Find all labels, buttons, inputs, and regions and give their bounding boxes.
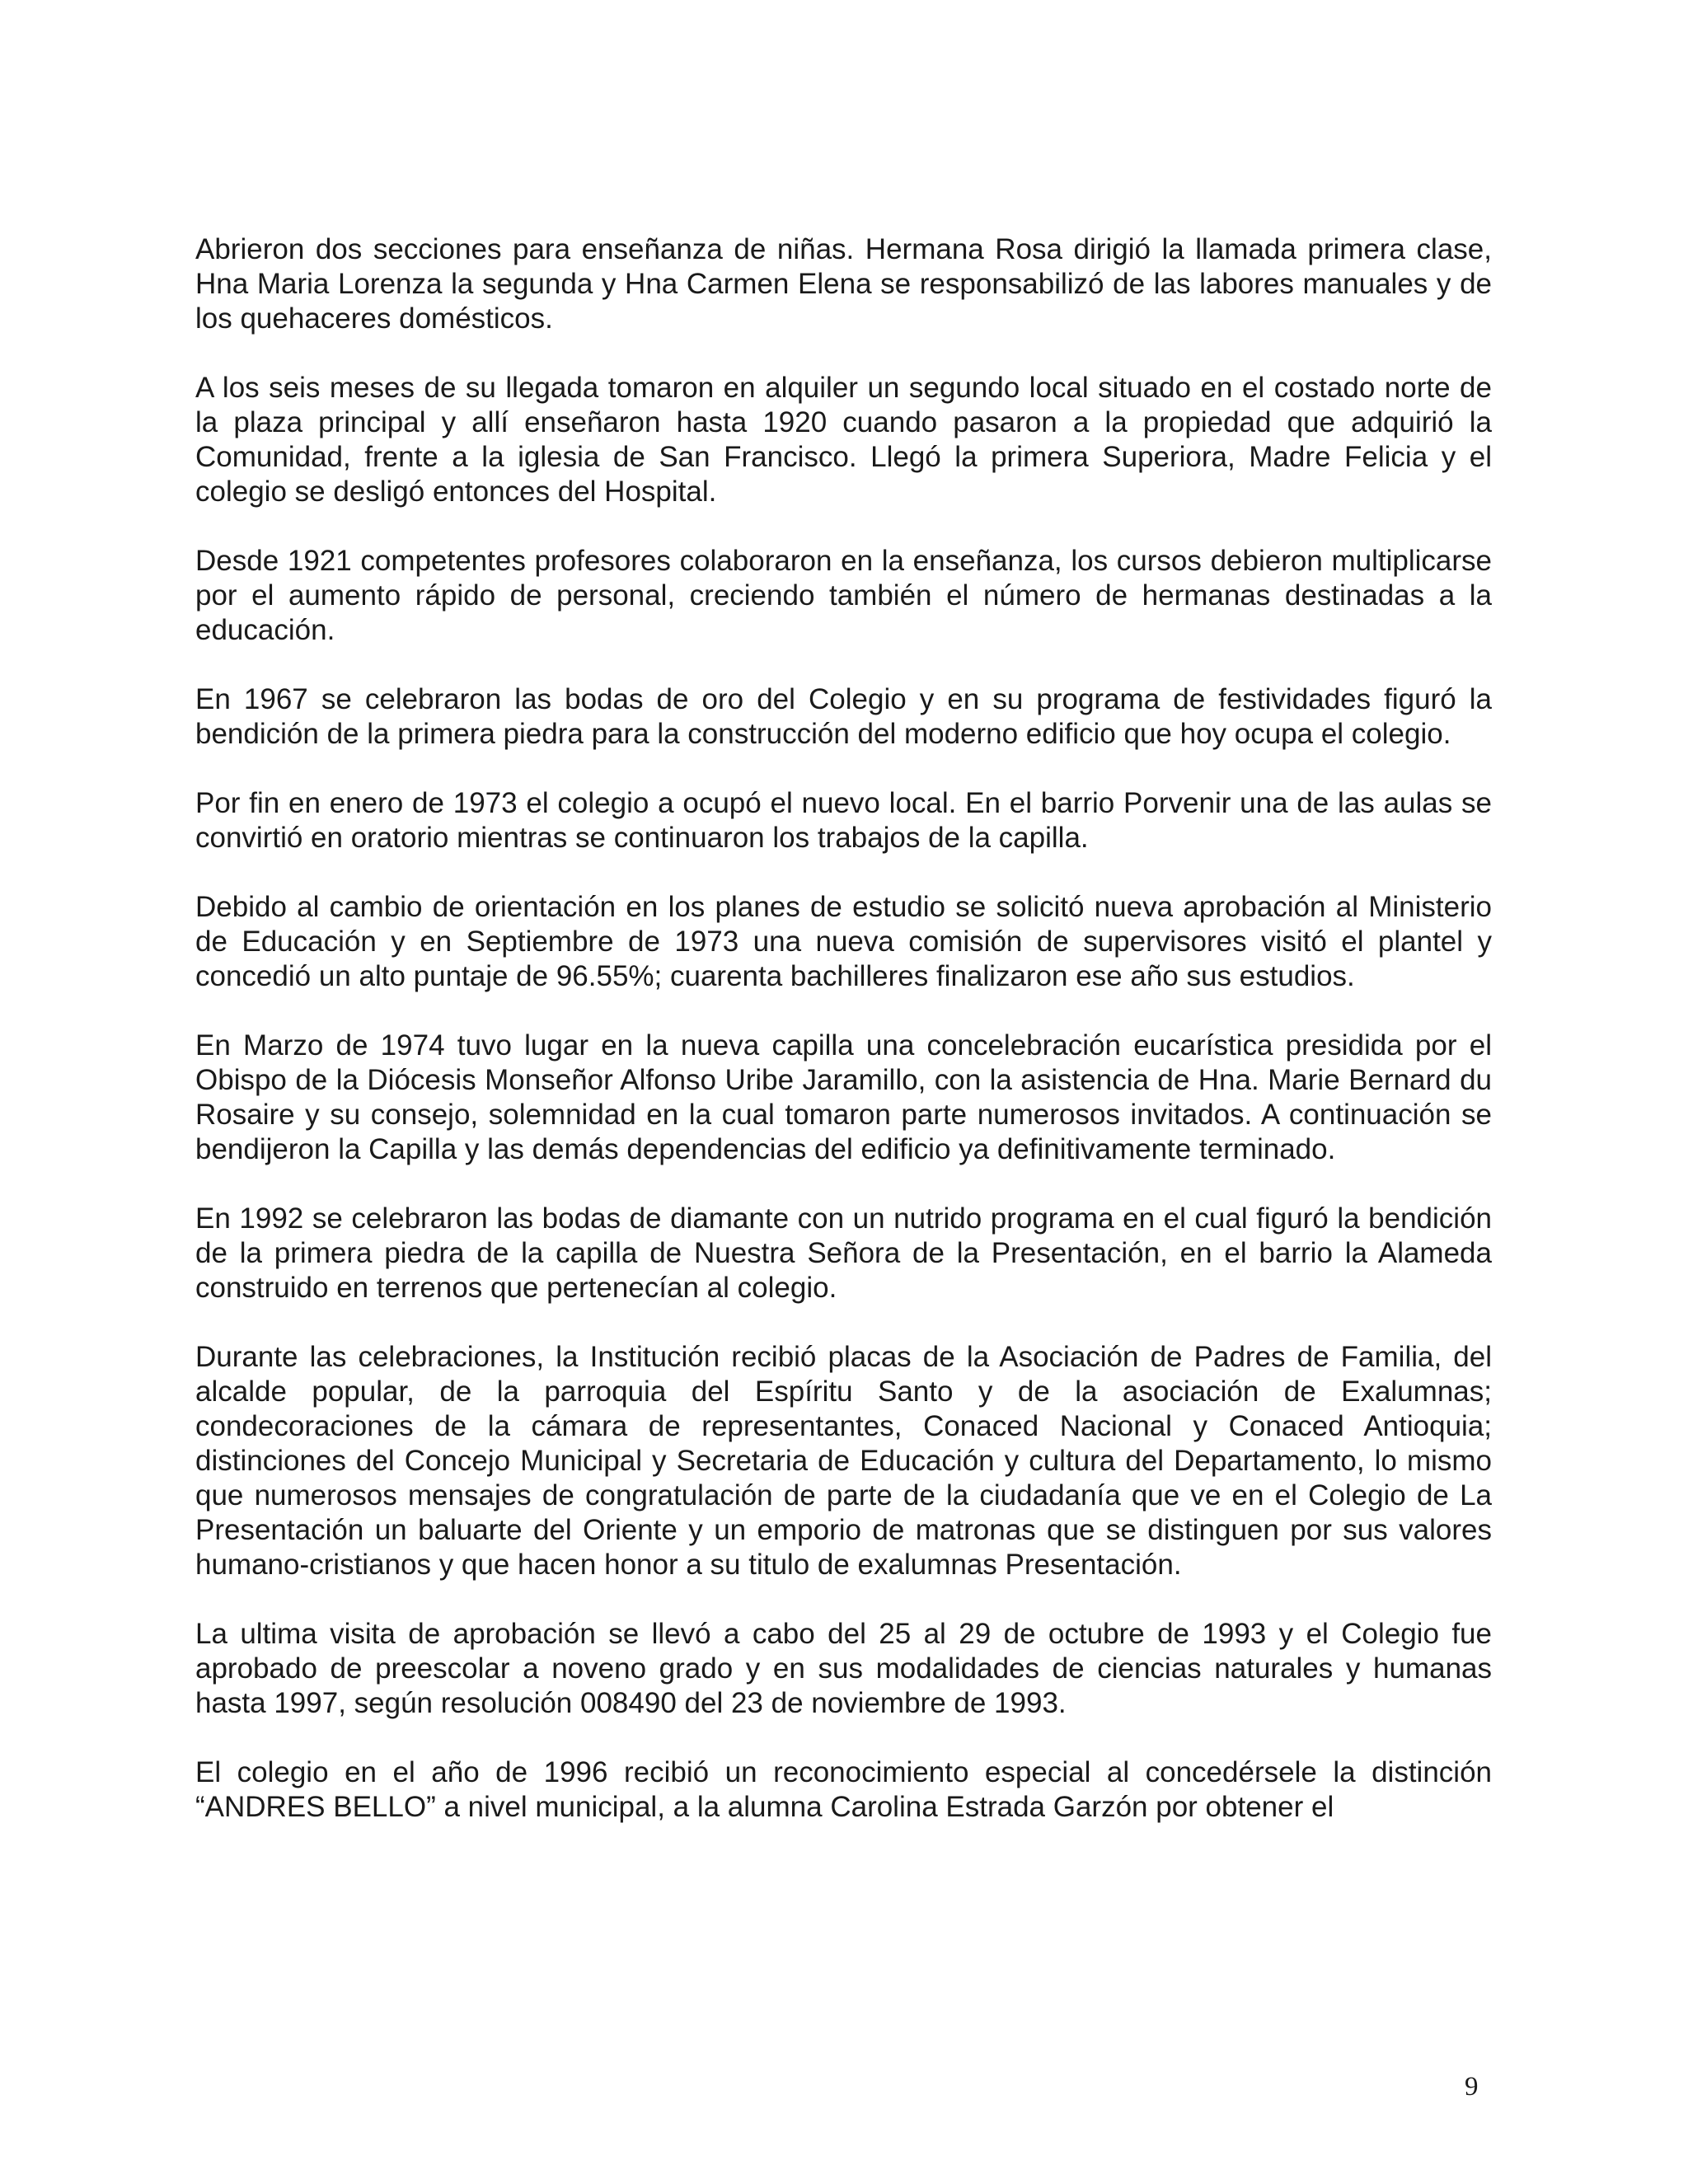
paragraph-secciones: Abrieron dos secciones para enseñanza de niñas. Hermana Rosa dirigió la llamada primera clase, Hna Maria Lorenza la segunda y Hna Carmen Elena se responsabilizó de las labores manuales y de los quehaceres domésticos.: [195, 233, 1492, 335]
paragraph-celebraciones: Durante las celebraciones, la Institución recibió placas de la Asociación de Padres de Familia, del alcalde popular, de la parroquia del Espíritu Santo y de la asociación de Exalumnas; condecoraciones de la cámara de representantes, Conaced Nacional y Conaced Antioquia; distinciones del Concejo Municipal y Secretaria de Educación y cultura del Departamento, lo mismo que numerosos mensajes de congratulación de parte de la ciudadanía que ve en el Colegio de La Presentación un baluarte del Oriente y un emporio de matronas que se distinguen por sus valores humano-cristianos y que hacen honor a su titulo de exalumnas Presentación.: [195, 1341, 1492, 1581]
paragraph-segundo-local: A los seis meses de su llegada tomaron en alquiler un segundo local situado en el costado norte de la plaza principal y allí enseñaron hasta 1920 cuando pasaron a la propiedad que adquirió la Comunidad, frente a la iglesia de San Francisco. Llegó la primera Superiora, Madre Felicia y el colegio se desligó entonces del Hospital.: [195, 372, 1492, 508]
paragraph-aprobacion-1973: Debido al cambio de orientación en los planes de estudio se solicitó nueva aprobación al Ministerio de Educación y en Septiembre de 1973 una nueva comisión de supervisores visitó el plantel y concedió un alto puntaje de 96.55%; cuarenta bachilleres finalizaron ese año sus estudios.: [195, 891, 1492, 992]
paragraph-profesores: Desde 1921 competentes profesores colaboraron en la enseñanza, los cursos debieron multiplicarse por el aumento rápido de personal, creciendo también el número de hermanas destinadas a la educación.: [195, 545, 1492, 646]
paragraph-bodas-de-oro: En 1967 se celebraron las bodas de oro del Colegio y en su programa de festividades figuró la bendición de la primera piedra para la construcción del moderno edificio que hoy ocupa el colegio.: [195, 683, 1492, 750]
paragraph-nuevo-local: Por fin en enero de 1973 el colegio a ocupó el nuevo local. En el barrio Porvenir una de las aulas se convirtió en oratorio mientras se continuaron los trabajos de la capilla.: [195, 787, 1492, 854]
paragraph-concelebracion-1974: En Marzo de 1974 tuvo lugar en la nueva capilla una concelebración eucarística presidida por el Obispo de la Diócesis Monseñor Alfonso Uribe Jaramillo, con la asistencia de Hna. Marie Bernard du Rosaire y su consejo, solemnidad en la cual tomaron parte numerosos invitados. A continuación se bendijeron la Capilla y las demás dependencias del edificio ya definitivamente terminado.: [195, 1029, 1492, 1165]
page-number: 9: [1465, 2072, 1479, 2102]
page-body: [195, 232, 1492, 1859]
paragraph-visita-aprobacion: La ultima visita de aprobación se llevó a cabo del 25 al 29 de octubre de 1993 y el Colegio fue aprobado de preescolar a noveno grado y en sus modalidades de ciencias naturales y humanas hasta 1997, según resolución 008490 del 23 de noviembre de 1993.: [195, 1618, 1492, 1719]
paragraph-bodas-de-diamante: En 1992 se celebraron las bodas de diamante con un nutrido programa en el cual figuró la bendición de la primera piedra de la capilla de Nuestra Señora de la Presentación, en el barrio la Alameda construido en terrenos que pertenecían al colegio.: [195, 1202, 1492, 1304]
paragraph-andres-bello: El colegio en el año de 1996 recibió un reconocimiento especial al concedérsele la distinción “ANDRES BELLO” a nivel municipal, a la alumna Carolina Estrada Garzón por obtener el: [195, 1756, 1492, 1823]
